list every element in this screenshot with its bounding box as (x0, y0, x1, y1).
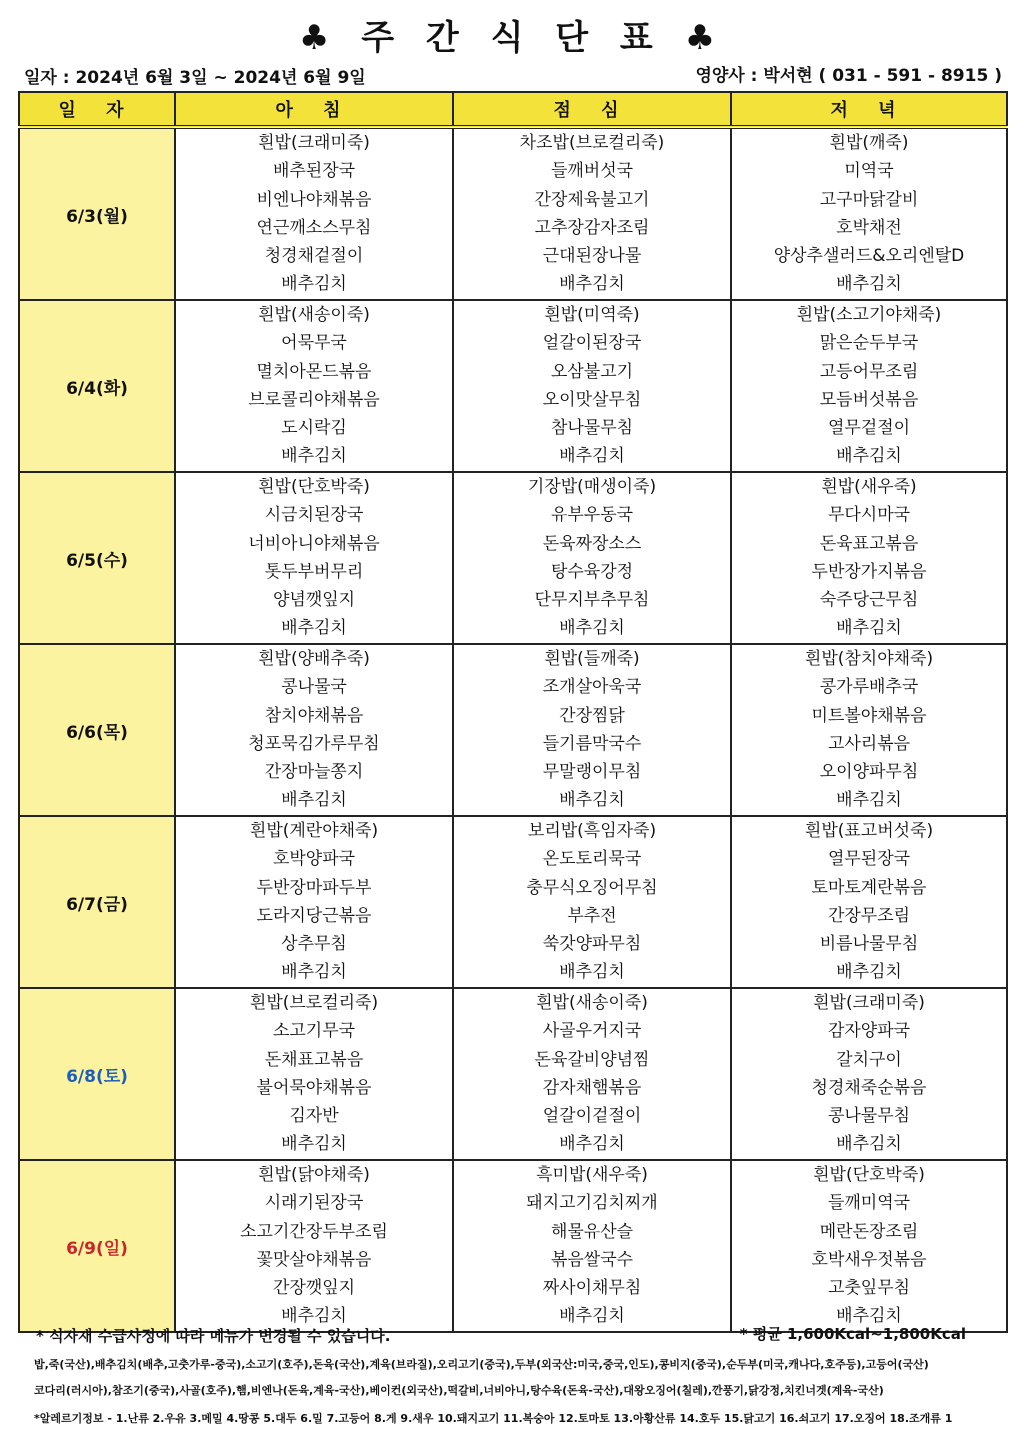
day-label: 6/7(금) (19, 816, 175, 988)
menu-item: 소고기간장두부조림 (240, 1221, 388, 1242)
menu-item: 청경채죽순볶음 (811, 1077, 927, 1098)
menu-item: 고춧잎무침 (827, 1278, 911, 1299)
menu-item: 김자반 (289, 1106, 339, 1127)
nutritionist-info: 영양사 : 박서현 ( 031 - 591 - 8915 ) (695, 66, 1002, 86)
menu-item: 기장밥(매생이죽) (527, 477, 657, 497)
menu-item: 흰밥(닭야채죽) (258, 1165, 370, 1185)
lunch-cell (453, 988, 731, 1160)
menu-item: 배추김치 (281, 618, 347, 639)
menu-item: 브로콜리야채볶음 (248, 389, 380, 410)
breakfast-cell (175, 472, 453, 644)
menu-item: 두반장가지볶음 (811, 561, 927, 582)
menu-item: 톳두부버무리 (264, 561, 364, 582)
header-lunch: 점 심 (453, 92, 731, 127)
breakfast-cell (175, 300, 453, 472)
menu-item: 두반장마파두부 (256, 877, 372, 898)
menu-item: 맑은순두부국 (819, 333, 919, 354)
menu-item: 청포묵김가루무침 (248, 733, 380, 754)
origin-info-line-1: 밥,죽(국산),배추김치(배추,고춧가루-중국),소고기(호주),돈육(국산),계육(브라질),오리고기(중국),두부(외국산:미국,중국,인도),콩비지(중국),순두부(미국,캐나다,호주등),고등어(국산) (34, 1358, 929, 1371)
menu-item: 흰밥(새송이죽) (258, 305, 370, 325)
menu-item: 들깨버섯국 (550, 161, 634, 182)
menu-item: 단무지부추무침 (534, 590, 650, 611)
day-row (19, 127, 1007, 300)
menu-item: 배추김치 (836, 274, 902, 295)
menu-item: 콩가루배추국 (819, 677, 919, 698)
breakfast-cell (175, 988, 453, 1160)
breakfast-cell (175, 127, 453, 300)
menu-item: 배추김치 (836, 790, 902, 811)
menu-item: 흰밥(단호박죽) (258, 477, 370, 497)
menu-item: 짜사이채무침 (542, 1278, 642, 1299)
day-row (19, 472, 1007, 644)
menu-item: 간장무조림 (827, 905, 911, 926)
menu-item: 소고기무국 (272, 1021, 356, 1042)
menu-item: 유부우동국 (550, 505, 634, 526)
menu-item: 해물유산슬 (550, 1221, 634, 1242)
menu-item: 흰밥(크래미죽) (258, 133, 370, 153)
menu-item: 호박채전 (836, 217, 902, 238)
breakfast-cell (175, 644, 453, 816)
origin-info-line-2: 코다리(러시아),참조기(중국),사골(호주),햄,비엔나(돈육,계육-국산),베이컨(외국산),떡갈비,너비아니,탕수육(돈육-국산),대왕오징어(칠레),깐풍기,닭강정,치킨너겟(계육-국산) (34, 1384, 884, 1397)
menu-item: 돈육갈비양념찜 (534, 1049, 650, 1070)
menu-item: 흰밥(참치야채죽) (804, 649, 934, 669)
menu-item: 흰밥(표고버섯죽) (804, 821, 934, 841)
menu-item: 흰밥(깨죽) (829, 133, 909, 153)
day-row (19, 644, 1007, 816)
menu-item: 고사리볶음 (827, 733, 911, 754)
menu-item: 조개살아욱국 (542, 677, 642, 698)
menu-item: 충무식오징어무침 (526, 877, 658, 898)
menu-item: 간장찜닭 (559, 705, 625, 726)
menu-item: 배추김치 (559, 1306, 625, 1327)
menu-item: 볶음쌀국수 (550, 1249, 634, 1270)
dinner-cell (731, 472, 1007, 644)
menu-item: 배추김치 (559, 446, 625, 467)
menu-item: 간장깻잎지 (272, 1278, 356, 1299)
menu-item: 고추장감자조림 (534, 217, 650, 238)
menu-item: 돼지고기김치찌개 (526, 1193, 658, 1214)
menu-item: 비름나물무침 (819, 934, 919, 955)
menu-item: 흑미밥(새우죽) (536, 1165, 648, 1185)
menu-item: 감자양파국 (827, 1021, 911, 1042)
menu-item: 무다시마국 (827, 505, 911, 526)
menu-item: 배추김치 (559, 274, 625, 295)
dinner-cell (731, 816, 1007, 988)
menu-item: 얼갈이된장국 (542, 333, 642, 354)
menu-item: 비엔나야채볶음 (256, 189, 372, 210)
menu-item: 모듬버섯볶음 (819, 389, 919, 410)
menu-item: 고구마닭갈비 (819, 189, 919, 210)
header-breakfast: 아 침 (175, 92, 453, 127)
menu-item: 배추된장국 (272, 161, 356, 182)
day-row (19, 300, 1007, 472)
menu-item: 온도토리묵국 (542, 849, 642, 870)
menu-item: 상추무침 (281, 934, 347, 955)
menu-item: 사골우거지국 (542, 1021, 642, 1042)
day-label: 6/8(토) (19, 988, 175, 1160)
menu-item: 배추김치 (281, 274, 347, 295)
menu-item: 배추김치 (836, 446, 902, 467)
menu-item: 꽃맛살야채볶음 (256, 1249, 372, 1270)
menu-item: 콩나물무침 (827, 1106, 911, 1127)
dinner-cell (731, 300, 1007, 472)
lunch-cell (453, 644, 731, 816)
menu-item: 간장제육불고기 (534, 189, 650, 210)
menu-item: 열무겉절이 (827, 418, 911, 439)
day-label: 6/4(화) (19, 300, 175, 472)
menu-item: 도시락김 (281, 418, 347, 439)
lunch-cell (453, 816, 731, 988)
dinner-cell (731, 127, 1007, 300)
menu-item: 배추김치 (836, 618, 902, 639)
menu-item: 흰밥(단호박죽) (813, 1165, 925, 1185)
menu-item: 무말랭이무침 (542, 762, 642, 783)
menu-item: 토마토계란볶음 (811, 877, 927, 898)
menu-item: 탕수육강정 (550, 561, 634, 582)
breakfast-cell (175, 816, 453, 988)
menu-item: 배추김치 (836, 962, 902, 983)
menu-item: 청경채겉절이 (264, 246, 364, 267)
menu-item: 감자채햄볶음 (542, 1077, 642, 1098)
menu-item: 간장마늘쫑지 (264, 762, 364, 783)
average-calories: * 평균 1,600Kcal~1,800Kcal (739, 1325, 966, 1343)
menu-item: 오이맛살무침 (542, 389, 642, 410)
menu-item: 시래기된장국 (264, 1193, 364, 1214)
menu-item: 돈육표고볶음 (819, 533, 919, 554)
menu-table (18, 91, 1008, 1333)
day-label: 6/6(목) (19, 644, 175, 816)
header-dinner: 저 녁 (731, 92, 1007, 127)
menu-item: 배추김치 (559, 1134, 625, 1155)
change-notice: * 식자재 수급사정에 따라 메뉴가 변경될 수 있습니다. (36, 1327, 391, 1345)
menu-item: 갈치구이 (836, 1049, 902, 1070)
date-range: 일자 : 2024년 6월 3일 ~ 2024년 6월 9일 (24, 68, 366, 88)
menu-item: 오이양파무침 (819, 762, 919, 783)
menu-item: 흰밥(들깨죽) (544, 649, 640, 669)
menu-item: 흰밥(계란야채죽) (249, 821, 379, 841)
menu-item: 시금치된장국 (264, 505, 364, 526)
menu-item: 메란돈장조림 (819, 1221, 919, 1242)
menu-item: 양상추샐러드&오리엔탈D (773, 246, 965, 267)
menu-item: 얼갈이겉절이 (542, 1106, 642, 1127)
menu-item: 배추김치 (559, 962, 625, 983)
menu-item: 배추김치 (281, 790, 347, 811)
page-title: ♣ 주 간 식 단 표 ♣ (298, 18, 726, 58)
menu-item: 돈채표고볶음 (264, 1049, 364, 1070)
menu-item: 양념깻잎지 (272, 590, 356, 611)
lunch-cell (453, 472, 731, 644)
menu-item: 배추김치 (281, 1134, 347, 1155)
menu-item: 열무된장국 (827, 849, 911, 870)
day-row (19, 816, 1007, 988)
menu-item: 배추김치 (281, 962, 347, 983)
menu-item: 어묵무국 (281, 333, 347, 354)
lunch-cell (453, 127, 731, 300)
lunch-cell (453, 1160, 731, 1332)
menu-item: 오삼불고기 (550, 361, 634, 382)
lunch-cell (453, 300, 731, 472)
day-label: 6/9(일) (19, 1160, 175, 1332)
menu-item: 배추김치 (281, 1306, 347, 1327)
breakfast-cell (175, 1160, 453, 1332)
menu-item: 배추김치 (559, 618, 625, 639)
menu-item: 흰밥(소고기야채죽) (796, 305, 942, 325)
menu-item: 미트볼야채볶음 (811, 705, 927, 726)
menu-item: 도라지당근볶음 (256, 905, 372, 926)
menu-item: 호박새우젓볶음 (811, 1249, 927, 1270)
dinner-cell (731, 1160, 1007, 1332)
menu-item: 근대된장나물 (542, 246, 642, 267)
menu-item: 흰밥(새우죽) (821, 477, 917, 497)
dinner-cell (731, 644, 1007, 816)
menu-item: 콩나물국 (281, 677, 347, 698)
menu-item: 숙주당근무침 (819, 590, 919, 611)
header-date: 일 자 (19, 92, 175, 127)
day-row (19, 988, 1007, 1160)
menu-item: 참나물무침 (550, 418, 634, 439)
menu-item: 호박양파국 (272, 849, 356, 870)
day-label: 6/3(월) (19, 127, 175, 300)
menu-item: 보리밥(흑임자죽) (527, 821, 657, 841)
menu-item: 연근깨소스무침 (256, 217, 372, 238)
menu-item: 배추김치 (281, 446, 347, 467)
menu-item: 배추김치 (836, 1134, 902, 1155)
menu-item: 멸치아몬드볶음 (256, 361, 372, 382)
allergy-info: *알레르기정보 - 1.난류 2.우유 3.메밀 4.땅콩 5.대두 6.밀 7.고등어 8.게 9.새우 10.돼지고기 11.복숭아 12.토마토 13.아황산류 14.호두 15.닭고기 16.쇠고기 17.오징어 18.조개류 1 (34, 1412, 953, 1425)
menu-item: 미역국 (844, 161, 894, 182)
dinner-cell (731, 988, 1007, 1160)
menu-item: 흰밥(브로컬리죽) (249, 993, 379, 1013)
day-label: 6/5(수) (19, 472, 175, 644)
day-row (19, 1160, 1007, 1332)
menu-item: 차조밥(브로컬리죽) (519, 133, 665, 153)
menu-item: 흰밥(미역죽) (544, 305, 640, 325)
menu-item: 들기름막국수 (542, 733, 642, 754)
menu-item: 쑥갓양파무침 (542, 934, 642, 955)
menu-item: 돈육짜장소스 (542, 533, 642, 554)
menu-item: 배추김치 (836, 1306, 902, 1327)
menu-body (19, 127, 1007, 1332)
menu-item: 참치야채볶음 (264, 705, 364, 726)
menu-item: 고등어무조림 (819, 361, 919, 382)
menu-item: 불어묵야채볶음 (256, 1077, 372, 1098)
menu-item: 흰밥(새송이죽) (536, 993, 648, 1013)
header-row (19, 92, 1007, 127)
menu-item: 들깨미역국 (827, 1193, 911, 1214)
menu-item: 부추전 (567, 905, 617, 926)
menu-item: 너비아니야채볶음 (248, 533, 380, 554)
menu-item: 흰밥(크래미죽) (813, 993, 925, 1013)
menu-item: 배추김치 (559, 790, 625, 811)
menu-item: 흰밥(양배추죽) (258, 649, 370, 669)
